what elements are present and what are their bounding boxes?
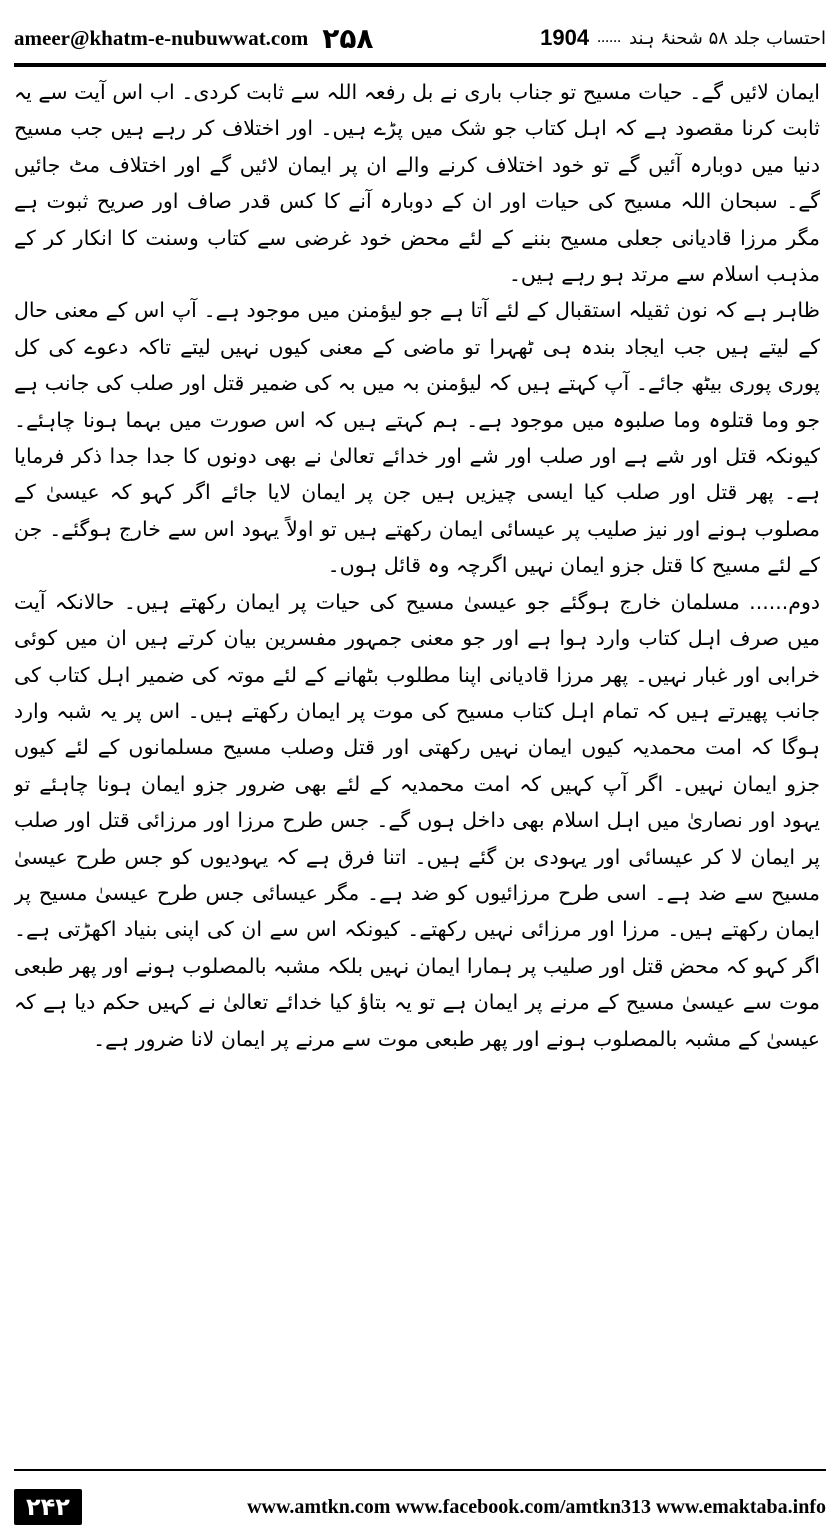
header-year: 1904	[540, 25, 590, 50]
header-left	[14, 22, 374, 55]
paragraph-2: ظاہر ہے کہ نون ثقیلہ استقبال کے لئے آتا ہے جو لیؤمنن میں موجود ہے۔ آپ اس کے معنی حال کے لیتے ہیں جب ایجاد بندہ ہی ٹھہرا تو ماضی کے معنی کیوں نہیں لیتے تاکہ دعوے کی کل پوری پوری بیٹھ جائے۔ آپ کہتے ہیں کہ لیؤمنن بہ میں بہ کی ضمیر قتل اور صلب کی جانب ہے جو وما قتلوہ وما صلبوہ میں موجود ہے۔ ہم کہتے ہیں کہ اس صورت میں بہما ہونا چاہئے۔ کیونکہ قتل اور شے ہے اور صلب اور شے اور خدائے تعالیٰ نے بھی دونوں کا جدا جدا ذکر فرمایا ہے۔ پھر قتل اور صلب کیا ایسی چیزیں ہیں جن پر ایمان لایا جائے اگر کہو کہ عیسیٰ کے مصلوب ہونے اور نیز صلیب پر عیسائی ایمان رکھتے ہیں تو اولاً یہود اس سے خارج ہوگئے۔ جن کے لئے مسیح کا قتل جزو ایمان نہیں اگرچہ وہ قائل ہوں۔	[14, 298, 820, 578]
paragraph-3: دوم...... مسلمان خارج ہوگئے جو عیسیٰ مسیح کی حیات پر ایمان رکھتے ہیں۔ حالانکہ آیت میں صرف اہل کتاب وارد ہوا ہے اور جو معنی جمہور مفسرین بیان کرتے ہیں ان میں کوئی خرابی اور غبار نہیں۔ پھر مرزا قادیانی اپنا مطلوب بٹھانے کے لئے موتہ کی ضمیر اہل کتاب کی جانب پھیرتے ہیں کہ تمام اہل کتاب مسیح کی موت پر ایمان رکھتے ہیں۔ اس پر یہ شبہ وارد ہوگا کہ امت محمدیہ کیوں ایمان نہیں رکھتی اور قتل وصلب مسیح مسلمانوں کے لئے کیوں جزو ایمان نہیں۔ اگر آپ کہیں کہ امت محمدیہ کے لئے بھی ضرور جزو ایمان ہونا چاہئے تو یہود اور نصاریٰ میں اہل اسلام بھی داخل ہوں گے۔ جس طرح مرزا اور مرزائی قتل اور صلب پر ایمان لا کر عیسائی اور یہودی بن گئے ہیں۔ اتنا فرق ہے کہ یہودیوں کو جس طرح عیسیٰ مسیح سے ضد ہے۔ اسی طرح مرزائیوں کو ضد ہے۔ مگر عیسائی جس طرح عیسیٰ مسیح پر ایمان رکھتے ہیں۔ مرزا اور مرزائی نہیں رکھتے۔ کیونکہ اس سے ان کی اپنی بنیاد اکھڑتی ہے۔ اگر کہو کہ محض قتل اور صلیب پر ہمارا ایمان نہیں بلکہ مشبہ بالمصلوب ہونے اور پھر طبعی موت سے عیسیٰ مسیح کے مرنے پر ایمان ہے تو یہ بتاؤ کیا خدائے تعالیٰ نے کہیں حکم دیا ہے کہ عیسیٰ کے مشبہ بالمصلوب ہونے اور پھر طبعی موت سے مرنے پر ایمان لانا ضرور ہے۔	[14, 589, 820, 1051]
footer-book-page-number: ۲۴۲	[14, 1489, 82, 1525]
header-series-title: احتساب جلد ۵۸ شحنۂ ہند	[629, 27, 826, 49]
header-page-number: ۲۵۸	[322, 21, 374, 55]
footer-websites: www.amtkn.com www.facebook.com/amtkn313 www.emaktaba.info	[247, 1495, 826, 1518]
page-body	[14, 74, 820, 1462]
page-footer	[14, 1482, 826, 1532]
header-right	[540, 25, 826, 51]
header-email: ameer@khatm-e-nubuwwat.com	[14, 25, 309, 50]
footer-rule	[14, 1469, 826, 1471]
header-rule	[14, 63, 826, 67]
page-header	[14, 16, 826, 60]
paragraph-1: ایمان لائیں گے۔ حیات مسیح تو جناب باری نے بل رفعہ اللہ سے ثابت کردی۔ اب اس آیت سے یہ ثابت کرنا مقصود ہے کہ اہل کتاب جو شک میں پڑے ہیں۔ اور اختلاف کر رہے ہیں جب مسیح دنیا میں دوبارہ آئیں گے تو خود اختلاف کرنے والے ان پر ایمان لائیں گے اور اختلاف مٹ جائیں گے۔ سبحان اللہ مسیح کی حیات اور ان کے دوبارہ آنے کا کس قدر صاف اور صریح ثبوت ہے مگر مرزا قادیانی جعلی مسیح بننے کے لئے محض خود غرضی سے کتاب وسنت کا انکار کر کے مذہب اسلام سے مرتد ہو رہے ہیں۔	[14, 80, 820, 287]
header-dots: ......	[597, 29, 622, 46]
